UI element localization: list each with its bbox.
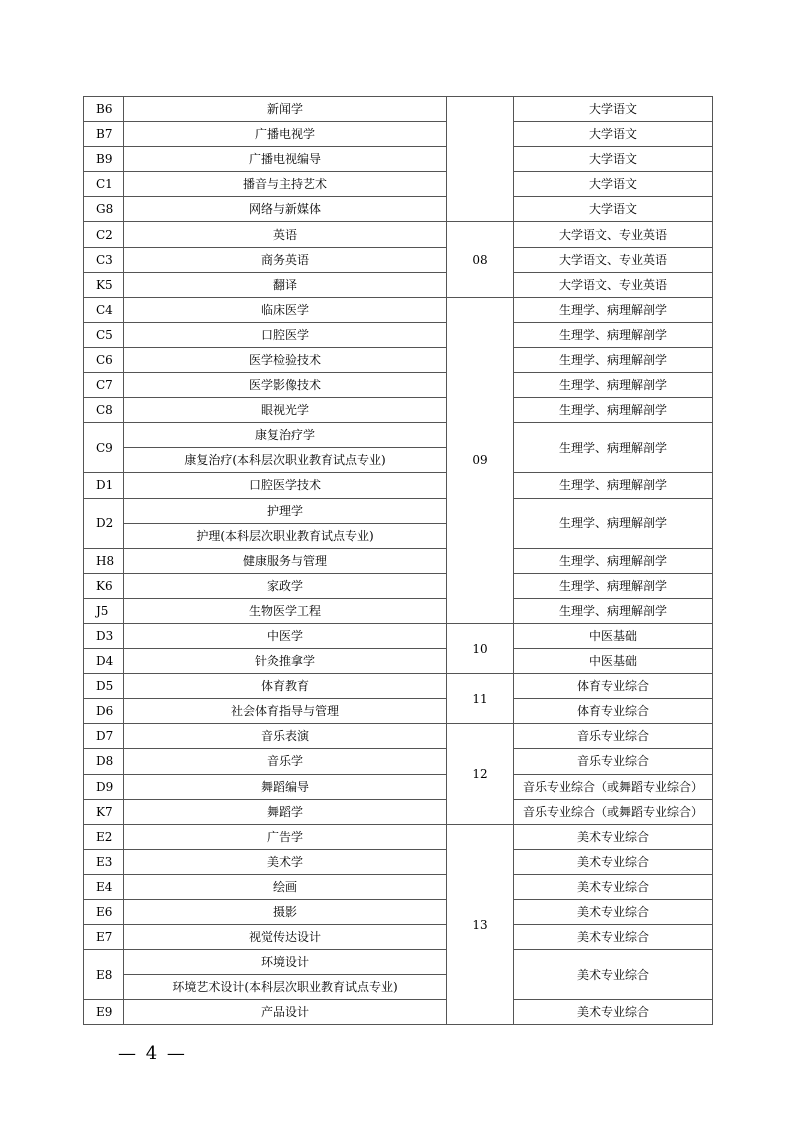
major-name: 广播电视学 [124, 122, 447, 147]
exam-subject: 音乐专业综合（或舞蹈专业综合） [514, 799, 713, 824]
major-name: 中医学 [124, 623, 447, 648]
exam-subject: 生理学、病理解剖学 [514, 322, 713, 347]
group-code: 08 [447, 222, 514, 297]
major-name: 家政学 [124, 573, 447, 598]
major-name: 音乐学 [124, 749, 447, 774]
major-name: 音乐表演 [124, 724, 447, 749]
major-code: E8 [84, 950, 124, 1000]
major-name: 美术学 [124, 849, 447, 874]
exam-subject: 体育专业综合 [514, 674, 713, 699]
table-row [84, 699, 713, 724]
table-row [84, 724, 713, 749]
major-name: 舞蹈学 [124, 799, 447, 824]
major-name: 新闻学 [124, 97, 447, 122]
major-name: 健康服务与管理 [124, 548, 447, 573]
major-code: D4 [84, 649, 124, 674]
table-row [84, 623, 713, 648]
major-code: C1 [84, 172, 124, 197]
group-code: 12 [447, 724, 514, 824]
major-code: D3 [84, 623, 124, 648]
major-name: 生物医学工程 [124, 598, 447, 623]
exam-subject: 中医基础 [514, 623, 713, 648]
major-name: 广播电视编导 [124, 147, 447, 172]
table-row [84, 473, 713, 498]
table-row [84, 122, 713, 147]
major-code: C8 [84, 398, 124, 423]
table-row [84, 799, 713, 824]
major-code: E2 [84, 824, 124, 849]
table-row [84, 197, 713, 222]
major-code: E6 [84, 900, 124, 925]
major-name: 播音与主持艺术 [124, 172, 447, 197]
exam-subject: 大学语文、专业英语 [514, 247, 713, 272]
table-row [84, 598, 713, 623]
major-code: C6 [84, 347, 124, 372]
group-code: 09 [447, 297, 514, 623]
exam-subject: 体育专业综合 [514, 699, 713, 724]
major-name: 医学检验技术 [124, 347, 447, 372]
table-row [84, 900, 713, 925]
exam-subject: 生理学、病理解剖学 [514, 598, 713, 623]
exam-subject: 美术专业综合 [514, 849, 713, 874]
table-row [84, 423, 713, 448]
exam-subject: 生理学、病理解剖学 [514, 498, 713, 548]
major-name: 康复治疗学 [124, 423, 447, 448]
exam-subject: 美术专业综合 [514, 874, 713, 899]
major-code: D5 [84, 674, 124, 699]
major-name: 体育教育 [124, 674, 447, 699]
exam-subject: 大学语文 [514, 97, 713, 122]
major-name: 环境艺术设计(本科层次职业教育试点专业) [124, 975, 447, 1000]
exam-subject: 美术专业综合 [514, 900, 713, 925]
table-row [84, 322, 713, 347]
major-code: E9 [84, 1000, 124, 1025]
major-name: 舞蹈编导 [124, 774, 447, 799]
table-row [84, 824, 713, 849]
table-row [84, 925, 713, 950]
table-row [84, 649, 713, 674]
major-name: 口腔医学技术 [124, 473, 447, 498]
table-row [84, 950, 713, 975]
major-name: 商务英语 [124, 247, 447, 272]
exam-subject: 生理学、病理解剖学 [514, 473, 713, 498]
table-row [84, 874, 713, 899]
table-row [84, 1000, 713, 1025]
major-code: E3 [84, 849, 124, 874]
exam-subject: 美术专业综合 [514, 925, 713, 950]
major-code: E7 [84, 925, 124, 950]
major-code: C7 [84, 373, 124, 398]
table-row [84, 297, 713, 322]
group-code: 10 [447, 623, 514, 673]
major-name: 摄影 [124, 900, 447, 925]
exam-subject: 生理学、病理解剖学 [514, 297, 713, 322]
exam-subject: 大学语文 [514, 122, 713, 147]
major-code: D6 [84, 699, 124, 724]
major-name: 视觉传达设计 [124, 925, 447, 950]
major-code: D7 [84, 724, 124, 749]
table-row [84, 774, 713, 799]
major-code: H8 [84, 548, 124, 573]
major-code: C9 [84, 423, 124, 473]
group-code [447, 97, 514, 222]
major-name: 临床医学 [124, 297, 447, 322]
major-code: C5 [84, 322, 124, 347]
exam-subject: 大学语文、专业英语 [514, 222, 713, 247]
page-number: — 4 — [118, 1043, 187, 1064]
major-name: 护理学 [124, 498, 447, 523]
major-code: J5 [84, 598, 124, 623]
major-name: 康复治疗(本科层次职业教育试点专业) [124, 448, 447, 473]
major-code: B7 [84, 122, 124, 147]
exam-subject: 大学语文、专业英语 [514, 272, 713, 297]
table-row [84, 147, 713, 172]
table-row [84, 272, 713, 297]
exam-subject: 大学语文 [514, 197, 713, 222]
table-row [84, 172, 713, 197]
table-row [84, 222, 713, 247]
major-code: G8 [84, 197, 124, 222]
majors-table [83, 96, 713, 1025]
majors-table-body [84, 97, 713, 1025]
major-code: K6 [84, 573, 124, 598]
table-row [84, 398, 713, 423]
major-name: 眼视光学 [124, 398, 447, 423]
table-row [84, 498, 713, 523]
major-name: 广告学 [124, 824, 447, 849]
major-name: 翻译 [124, 272, 447, 297]
major-name: 产品设计 [124, 1000, 447, 1025]
table-row [84, 247, 713, 272]
major-code: C4 [84, 297, 124, 322]
major-name: 英语 [124, 222, 447, 247]
exam-subject: 大学语文 [514, 172, 713, 197]
table-row [84, 674, 713, 699]
major-name: 社会体育指导与管理 [124, 699, 447, 724]
major-name: 绘画 [124, 874, 447, 899]
exam-subject: 美术专业综合 [514, 950, 713, 1000]
exam-subject: 音乐专业综合（或舞蹈专业综合） [514, 774, 713, 799]
exam-subject: 中医基础 [514, 649, 713, 674]
group-code: 11 [447, 674, 514, 724]
major-name: 医学影像技术 [124, 373, 447, 398]
table-row [84, 849, 713, 874]
exam-subject: 美术专业综合 [514, 824, 713, 849]
major-code: D2 [84, 498, 124, 548]
exam-subject: 生理学、病理解剖学 [514, 398, 713, 423]
table-row [84, 573, 713, 598]
table-row [84, 347, 713, 372]
exam-subject: 生理学、病理解剖学 [514, 573, 713, 598]
exam-subject: 生理学、病理解剖学 [514, 347, 713, 372]
exam-subject: 生理学、病理解剖学 [514, 548, 713, 573]
exam-subject: 音乐专业综合 [514, 724, 713, 749]
major-code: D9 [84, 774, 124, 799]
major-name: 环境设计 [124, 950, 447, 975]
exam-subject: 美术专业综合 [514, 1000, 713, 1025]
table-row [84, 97, 713, 122]
exam-subject: 生理学、病理解剖学 [514, 423, 713, 473]
major-name: 针灸推拿学 [124, 649, 447, 674]
major-code: D8 [84, 749, 124, 774]
table-row [84, 548, 713, 573]
exam-subject: 大学语文 [514, 147, 713, 172]
major-name: 口腔医学 [124, 322, 447, 347]
major-code: B6 [84, 97, 124, 122]
table-row [84, 373, 713, 398]
group-code: 13 [447, 824, 514, 1025]
major-code: K7 [84, 799, 124, 824]
major-code: K5 [84, 272, 124, 297]
table-row [84, 749, 713, 774]
exam-subject: 生理学、病理解剖学 [514, 373, 713, 398]
major-code: C2 [84, 222, 124, 247]
exam-subject: 音乐专业综合 [514, 749, 713, 774]
major-code: D1 [84, 473, 124, 498]
major-code: E4 [84, 874, 124, 899]
major-name: 网络与新媒体 [124, 197, 447, 222]
major-code: B9 [84, 147, 124, 172]
major-code: C3 [84, 247, 124, 272]
major-name: 护理(本科层次职业教育试点专业) [124, 523, 447, 548]
